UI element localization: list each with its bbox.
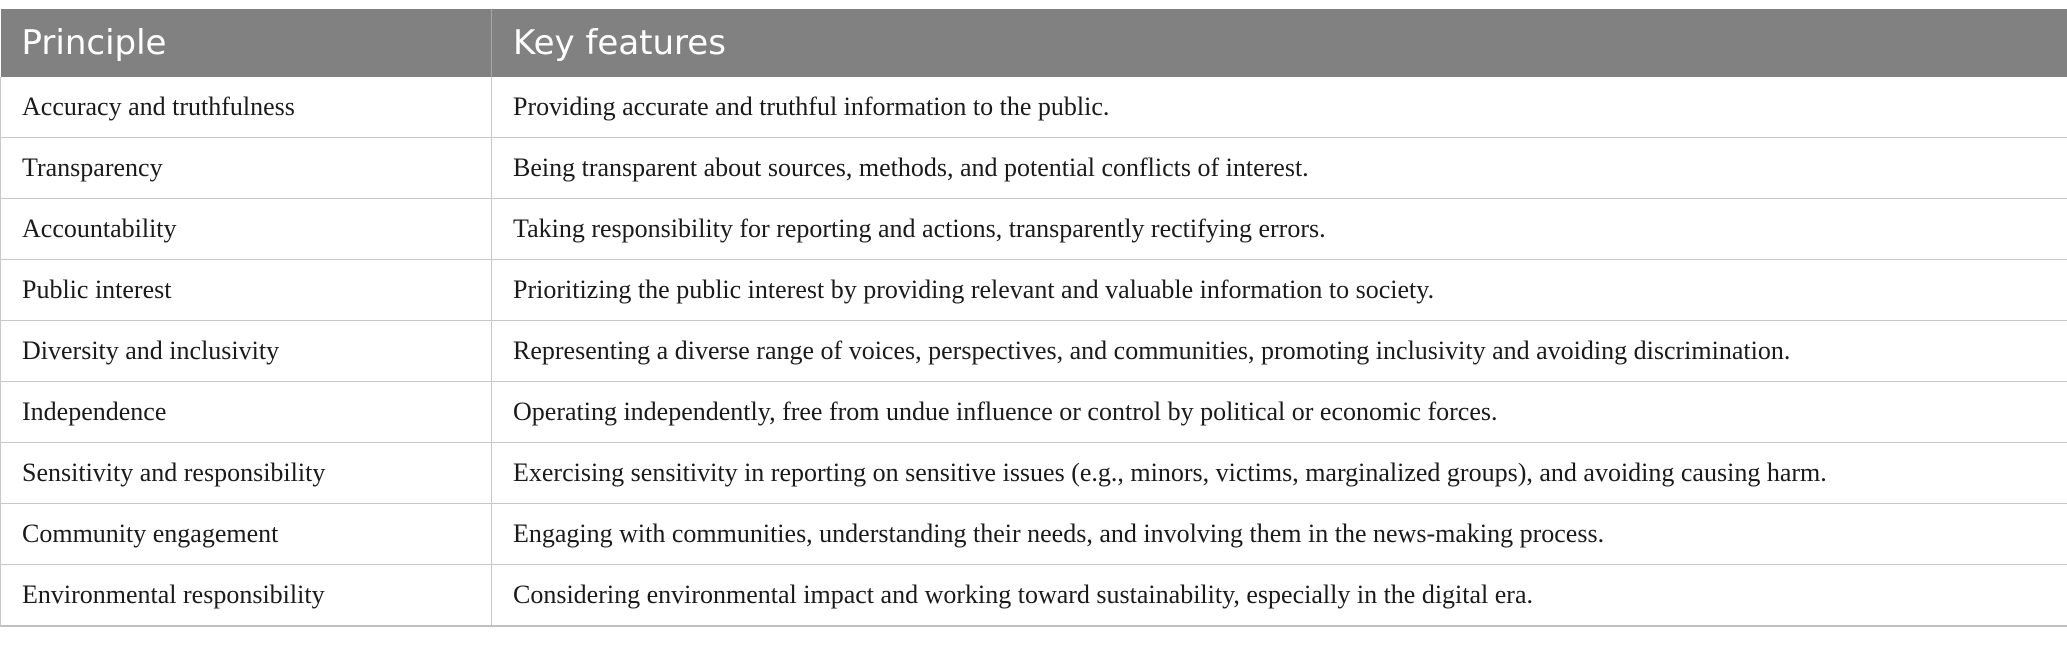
- principle-cell: Accuracy and truthfulness: [1, 77, 492, 138]
- features-cell: Being transparent about sources, methods, and potential conflicts of interest.: [492, 138, 2067, 199]
- table-body: [1, 77, 2067, 626]
- principle-cell: Diversity and inclusivity: [1, 321, 492, 382]
- principle-cell: Transparency: [1, 138, 492, 199]
- features-cell: Taking responsibility for reporting and actions, transparently rectifying errors.: [492, 199, 2067, 260]
- table-row: [1, 565, 2067, 627]
- table-row: [1, 138, 2067, 199]
- principles-table: [0, 9, 2067, 627]
- header-key-features: Key features: [492, 9, 2067, 77]
- principle-cell: Community engagement: [1, 504, 492, 565]
- table-row: [1, 260, 2067, 321]
- features-cell: Considering environmental impact and working toward sustainability, especially in the digital era.: [492, 565, 2067, 627]
- table-row: [1, 443, 2067, 504]
- table-row: [1, 199, 2067, 260]
- principle-cell: Environmental responsibility: [1, 565, 492, 627]
- header-principle: Principle: [1, 9, 492, 77]
- table-row: [1, 77, 2067, 138]
- features-cell: Operating independently, free from undue influence or control by political or economic forces.: [492, 382, 2067, 443]
- principles-table-container: [0, 9, 2067, 627]
- principle-cell: Independence: [1, 382, 492, 443]
- features-cell: Engaging with communities, understanding their needs, and involving them in the news-making process.: [492, 504, 2067, 565]
- features-cell: Prioritizing the public interest by providing relevant and valuable information to society.: [492, 260, 2067, 321]
- table-header: [1, 9, 2067, 77]
- features-cell: Providing accurate and truthful information to the public.: [492, 77, 2067, 138]
- table-row: [1, 504, 2067, 565]
- principle-cell: Public interest: [1, 260, 492, 321]
- header-row: [1, 9, 2067, 77]
- table-row: [1, 321, 2067, 382]
- principle-cell: Sensitivity and responsibility: [1, 443, 492, 504]
- principle-cell: Accountability: [1, 199, 492, 260]
- table-row: [1, 382, 2067, 443]
- features-cell: Representing a diverse range of voices, perspectives, and communities, promoting inclusivity and avoiding discrimination.: [492, 321, 2067, 382]
- features-cell: Exercising sensitivity in reporting on sensitive issues (e.g., minors, victims, marginalized groups), and avoiding causing harm.: [492, 443, 2067, 504]
